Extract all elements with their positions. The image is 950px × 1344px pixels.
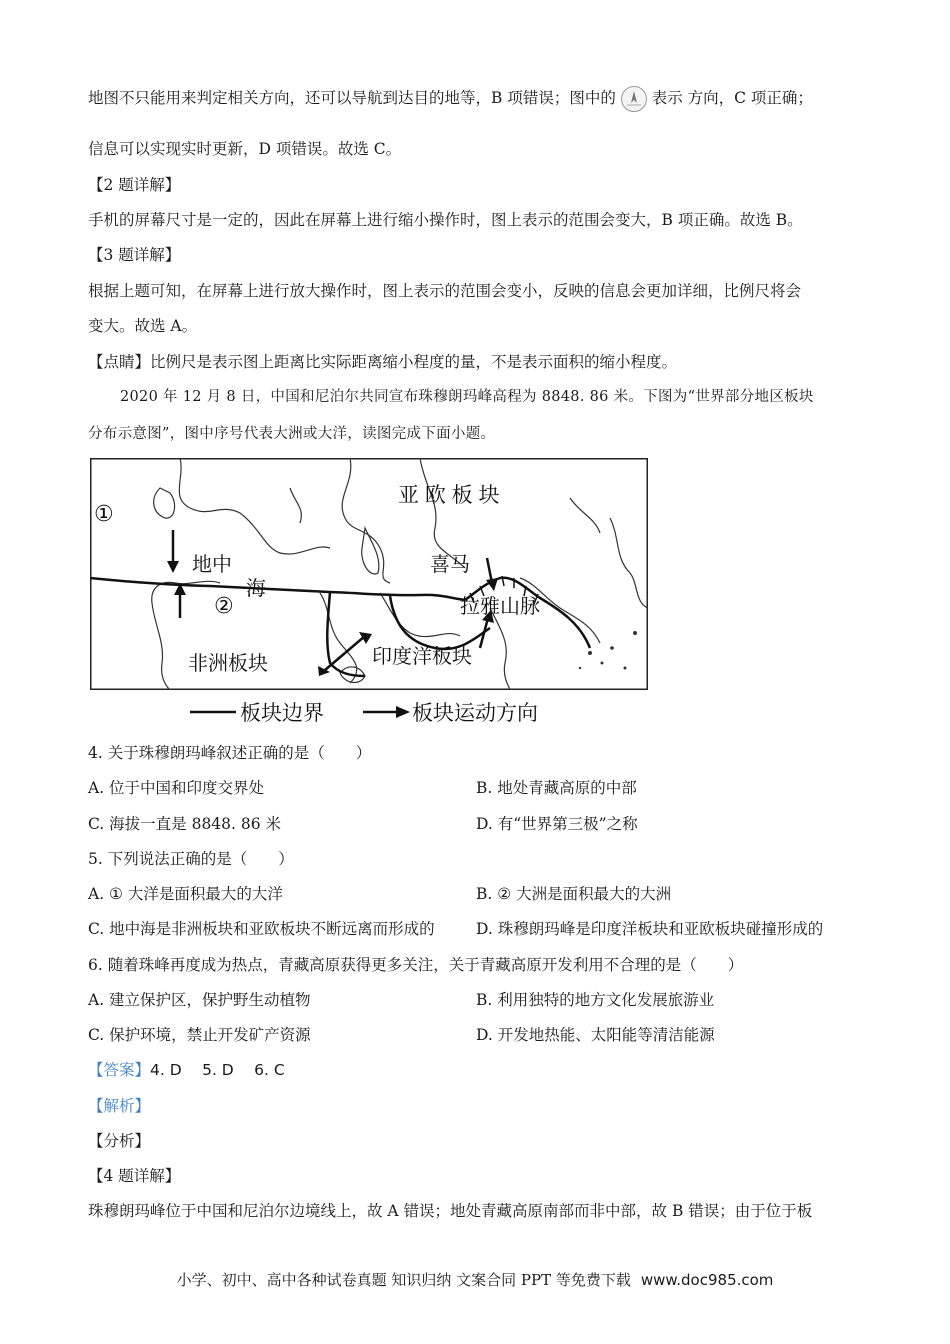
tip-note: 【点睛】比例尺是表示图上距离比实际距离缩小程度的量，不是表示面积的缩小程度。: [88, 353, 678, 371]
explanation-text: 地图不只能用来判定相关方向，还可以导航到达目的地等，B 项错误；图中的: [88, 89, 616, 107]
answer-values: 4. D 5. D 6. C: [150, 1061, 285, 1079]
question-5-option-a: A. ① 大洋是面积最大的大洋: [88, 885, 283, 903]
analysis-tag: 【解析】: [88, 1097, 151, 1115]
page-footer: [0, 1268, 950, 1292]
question-6-stem: 6. 随着珠峰再度成为热点，青藏高原获得更多关注，关于青藏高原开发利用不合理的是（ ）: [88, 956, 744, 974]
explanation-line-2: 信息可以实现实时更新，D 项错误。故选 C。: [88, 140, 402, 158]
plate-map-figure: [90, 458, 648, 690]
question-4-option-c: C. 海拔一直是 8848. 86 米: [88, 815, 282, 833]
eurasian-plate-label: 亚 欧 板 块: [398, 484, 500, 507]
himalaya-label-part1: 喜马: [430, 554, 470, 576]
intro-line-1: 2020 年 12 月 8 日，中国和尼泊尔共同宣布珠穆朗玛峰高程为 8848. 86 米。下图为“世界部分地区板块: [120, 389, 814, 405]
explanation-q3-line-1: 根据上题可知，在屏幕上进行放大操作时，图上表示的范围会变小，反映的信息会更加详细，比例尺将会: [88, 282, 802, 300]
question-5-option-d: D. 珠穆朗玛峰是印度洋板块和亚欧板块碰撞形成的: [476, 920, 824, 938]
question-4-option-a: A. 位于中国和印度交界处: [88, 779, 265, 797]
question-4-option-b: B. 地处青藏高原的中部: [476, 779, 637, 797]
question-4-stem: 4. 关于珠穆朗玛峰叙述正确的是（ ）: [88, 744, 372, 762]
legend-motion-label: 板块运动方向: [412, 702, 538, 725]
question-6-option-d: D. 开发地热能、太阳能等清洁能源: [476, 1026, 715, 1044]
arrow-icon: [396, 706, 410, 718]
legend-boundary-label: 板块边界: [240, 702, 324, 725]
heading-q3-detail: 【3 题详解】: [88, 246, 181, 264]
answer-tag: 【答案】: [88, 1061, 151, 1079]
ocean-marker-1: ①: [94, 502, 114, 527]
explanation-q2: 手机的屏幕尺寸是一定的，因此在屏幕上进行缩小操作时，图上表示的范围会变大，B 项正确。故选 B。: [88, 211, 803, 229]
intro-line-2: 分布示意图”，图中序号代表大洲或大洋，读图完成下面小题。: [88, 426, 496, 442]
indian-ocean-plate-label: 印度洋板块: [372, 646, 472, 668]
himalaya-label-part2: 拉雅山脉: [460, 596, 540, 618]
question-6-option-a: A. 建立保护区，保护野生动植物: [88, 991, 311, 1009]
question-6-option-c: C. 保护环境，禁止开发矿产资源: [88, 1026, 311, 1044]
explanation-q4: 珠穆朗玛峰位于中国和尼泊尔边境线上，故 A 错误；地处青藏高原南部而非中部，故 B 错误；由于位于板: [88, 1202, 813, 1220]
answer-line: [88, 1058, 285, 1082]
question-5-stem: 5. 下列说法正确的是（ ）: [88, 850, 294, 868]
explanation-text: 表示 方向，C 项正确；: [651, 89, 813, 107]
plate-map-svg: [90, 458, 648, 690]
heading-q4-detail: 【4 题详解】: [88, 1167, 181, 1185]
explanation-q3-line-2: 变大。故选 A。: [88, 317, 198, 335]
question-4-option-d: D. 有“世界第三极”之称: [476, 815, 638, 833]
explanation-line-1: [88, 86, 813, 112]
african-plate-label: 非洲板块: [188, 653, 268, 675]
question-5-option-b: B. ② 大洲是面积最大的大洲: [476, 885, 672, 903]
analysis-subheading: 【分析】: [88, 1132, 151, 1150]
continent-marker-2: ②: [214, 594, 234, 619]
compass-icon: [621, 86, 647, 112]
question-6-option-b: B. 利用独特的地方文化发展旅游业: [476, 991, 715, 1009]
footer-text: 小学、初中、高中各种试卷真题 知识归纳 文案合同 PPT 等免费下载: [176, 1271, 631, 1289]
footer-url: www.doc985.com: [640, 1271, 774, 1289]
legend-svg: [188, 698, 568, 726]
map-legend: [188, 698, 568, 726]
mediterranean-label-part1: 地中: [192, 554, 232, 576]
mediterranean-label-part2: 海: [246, 578, 266, 600]
question-5-option-c: C. 地中海是非洲板块和亚欧板块不断远离而形成的: [88, 920, 435, 938]
heading-q2-detail: 【2 题详解】: [88, 176, 181, 194]
